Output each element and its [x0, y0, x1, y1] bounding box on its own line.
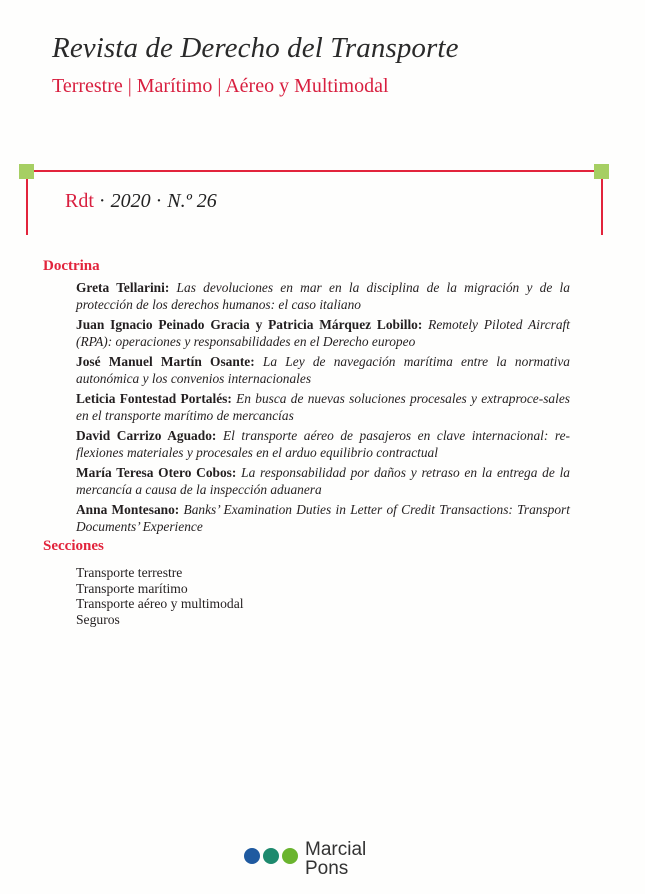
doctrina-list: [76, 279, 570, 538]
frame-corner-square-right: [594, 164, 609, 179]
list-item[interactable]: [76, 390, 570, 424]
issue-separator: ·: [93, 190, 111, 212]
list-item[interactable]: Seguros: [76, 611, 120, 627]
issue-year: 2020: [110, 190, 151, 212]
entry-title: La responsabilidad por daños y retraso en la entrega de la mercancía a causa de la inspección aduanera: [76, 465, 570, 497]
frame-right-line: [601, 178, 603, 235]
logo-green-circle-icon: [282, 848, 298, 864]
publisher-name-line2: Pons: [305, 858, 349, 879]
publisher-logo: [244, 839, 404, 883]
journal-subtitle: Terrestre | Marítimo | Aéreo y Multimodal: [52, 75, 389, 97]
section-heading-doctrina: Doctrina: [43, 258, 100, 274]
entry-author: José Manuel Martín Osante:: [76, 354, 255, 369]
list-item[interactable]: [76, 316, 570, 350]
entry-title: En busca de nuevas soluciones procesales y extraproce-sales en el transporte marítimo de mercancías: [76, 391, 570, 423]
issue-line: [65, 190, 217, 213]
entry-author: David Carrizo Aguado:: [76, 428, 217, 443]
entry-title: Las devoluciones en mar en la disciplina de la migración y de la protección de los derechos humanos: el caso italiano: [76, 280, 570, 312]
entry-title: El transporte aéreo de pasajeros en clave internacional: re-flexiones materiales y procesales en el arduo equilibrio contractual: [76, 428, 571, 460]
entry-title: Banks’ Examination Duties in Letter of Credit Transactions: Transport Documents’ Experience: [76, 502, 570, 534]
logo-teal-circle-icon: [263, 848, 279, 864]
publisher-name: [305, 840, 366, 878]
frame-left-line: [26, 178, 28, 235]
issue-prefix: Rdt: [65, 190, 94, 212]
entry-title: La Ley de navegación marítima entre la normativa autonómica y los convenios internacionales: [76, 354, 570, 386]
secciones-list: [76, 565, 244, 627]
list-item[interactable]: [76, 279, 570, 313]
entry-author: Leticia Fontestad Portalés:: [76, 391, 232, 406]
entry-title: Remotely Piloted Aircraft (RPA): operaciones y responsabilidades en el Derecho europeo: [76, 317, 570, 349]
publisher-name-line1: Marcial: [305, 839, 367, 860]
frame-corner-square-left: [19, 164, 34, 179]
list-item[interactable]: [76, 464, 570, 498]
list-item[interactable]: Transporte terrestre: [76, 565, 183, 580]
entry-author: Juan Ignacio Peinado Gracia y Patricia Márquez Lobillo:: [76, 317, 423, 332]
issue-number: N.º 26: [167, 190, 217, 212]
entry-author: Greta Tellarini:: [76, 280, 170, 295]
list-item[interactable]: [76, 501, 570, 535]
list-item[interactable]: Transporte marítimo: [76, 580, 188, 596]
list-item[interactable]: Transporte aéreo y multimodal: [76, 596, 244, 612]
list-item[interactable]: [76, 427, 570, 461]
journal-title: Revista de Derecho del Transporte: [52, 32, 459, 64]
logo-blue-circle-icon: [244, 848, 260, 864]
section-heading-secciones: Secciones: [43, 538, 104, 554]
list-item[interactable]: [76, 353, 570, 387]
entry-author: María Teresa Otero Cobos:: [76, 465, 237, 480]
frame-top-line: [30, 170, 600, 172]
issue-separator: ·: [150, 190, 168, 212]
entry-author: Anna Montesano:: [76, 502, 180, 517]
